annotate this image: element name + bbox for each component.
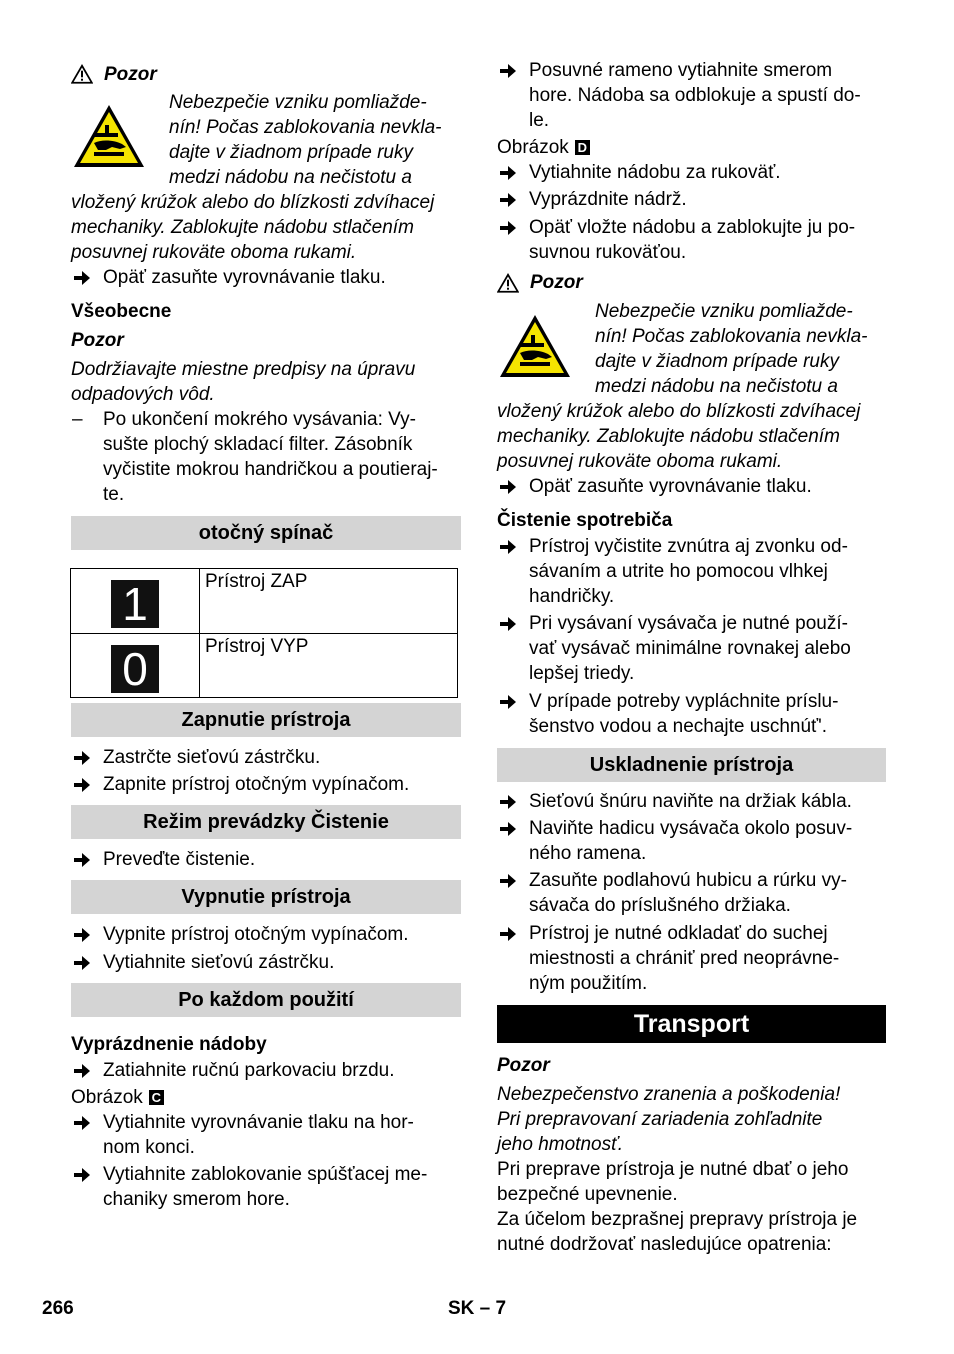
figure-letter-d: D: [575, 140, 590, 155]
note-text: Nebezpečenstvo zranenia a poškodenia!: [497, 1084, 841, 1105]
arrow-right-icon: [498, 692, 518, 712]
step-text: sávača do príslušného držiaka.: [529, 895, 791, 916]
warning-triangle-icon: [497, 273, 519, 293]
step-text: Zatiahnite ručnú parkovaciu brzdu.: [103, 1060, 395, 1081]
arrow-right-icon: [72, 268, 92, 288]
step-text: Vytiahnite vyrovnávanie tlaku na hor-: [103, 1112, 414, 1133]
warning-heading: Pozor: [530, 272, 583, 293]
warning-text-line: dajte v žiadnom prípade ruky: [595, 351, 839, 372]
step-text: hore. Nádoba sa odblokuje a spustí do-: [529, 85, 861, 106]
arrow-right-icon: [72, 925, 92, 945]
step-text: sávaním a utrite ho pomocou vlhkej: [529, 561, 828, 582]
figure-reference: Obrázok D: [497, 135, 590, 160]
step-text: Vytiahnite nádobu za rukoväť.: [529, 162, 781, 183]
arrow-right-icon: [498, 218, 518, 238]
step-text: Zastrčte sieťovú zástrčku.: [103, 747, 321, 768]
warning-text-line: vložený krúžok alebo do blízkosti zdvíhacej: [497, 401, 861, 422]
section-bar-mode: Režim prevádzky Čistenie: [71, 805, 461, 839]
warning-text-line: vložený krúžok alebo do blízkosti zdvíhacej: [71, 192, 435, 213]
section-bar-after-use: Po každom použití: [71, 983, 461, 1017]
arrow-right-icon: [498, 871, 518, 891]
figure-letter-c: C: [149, 1090, 164, 1105]
step-text: Prístroj je nutné odkladať do suchej: [529, 923, 828, 944]
arrow-right-icon: [72, 1113, 92, 1133]
note-text: Dodržiavajte miestne predpisy na úpravu: [71, 359, 416, 380]
warning-text-line: nín! Počas zablokovania nevkla-: [169, 117, 442, 138]
warning-text-line: Nebezpečie vzniku pomliažde-: [169, 92, 427, 113]
note-text: odpadových vôd.: [71, 384, 215, 405]
crush-hazard-icon: [498, 313, 572, 379]
warning-text-line: dajte v žiadnom prípade ruky: [169, 142, 413, 163]
warning-text-line: posuvnej rukoväte oboma rukami.: [497, 451, 783, 472]
step-text: nom konci.: [103, 1137, 195, 1158]
step-text: miestnosti a chrániť pred neoprávne-: [529, 948, 840, 969]
figure-reference: Obrázok C: [71, 1085, 164, 1110]
step-text: suvnou rukoväťou.: [529, 242, 687, 263]
dash-text: sušte plochý skladací filter. Zásobník: [103, 434, 413, 455]
switch-label-off: Prístroj VYP: [205, 636, 309, 657]
dash-text: vyčistite mokrou handričkou a poutieraj-: [103, 459, 438, 480]
step-text: ného ramena.: [529, 843, 647, 864]
arrow-right-icon: [498, 792, 518, 812]
step-text: Pri vysávaní vysávača je nutné použí-: [529, 613, 848, 634]
step-text: Zapnite prístroj otočným vypínačom.: [103, 774, 410, 795]
note-text: Pri prepravovaní zariadenia zohľadnite: [497, 1109, 823, 1130]
step-text: handričky.: [529, 586, 615, 607]
arrow-right-icon: [72, 850, 92, 870]
step-text: V prípade potreby vypláchnite príslu-: [529, 691, 839, 712]
arrow-right-icon: [72, 775, 92, 795]
step-text: Opäť vložte nádobu a zablokujte ju po-: [529, 217, 856, 238]
step-text: Zasuňte podlahovú hubicu a rúrku vy-: [529, 870, 847, 891]
body-text: Pri preprave prístroja je nutné dbať o jeho: [497, 1159, 849, 1180]
crush-hazard-icon: [72, 103, 146, 169]
warning-text-line: medzi nádobu na nečistotu a: [595, 376, 838, 397]
step-text: Sieťovú šnúru naviňte na držiak kábla.: [529, 791, 852, 812]
step-text: le.: [529, 110, 550, 131]
arrow-right-icon: [498, 819, 518, 839]
warning-text-line: Nebezpečie vzniku pomliažde-: [595, 301, 853, 322]
arrow-right-icon: [498, 614, 518, 634]
warning-heading: Pozor: [104, 64, 157, 85]
section-bar-switch-off: Vypnutie prístroja: [71, 880, 461, 914]
body-text: bezpečné upevnenie.: [497, 1184, 678, 1205]
section-bar-switch-on: Zapnutie prístroja: [71, 703, 461, 737]
body-text: nutné dodržovať nasledujúce opatrenia:: [497, 1234, 832, 1255]
warning-text-line: nín! Počas zablokovania nevkla-: [595, 326, 868, 347]
step-text: Opäť zasuňte vyrovnávanie tlaku.: [529, 476, 812, 497]
chapter-title-transport: Transport: [497, 1005, 886, 1043]
step-text: Preveďte čistenie.: [103, 849, 256, 870]
page-number: 266: [42, 1298, 74, 1319]
arrow-right-icon: [72, 1061, 92, 1081]
switch-label-on: Prístroj ZAP: [205, 571, 308, 592]
switch-position-0-icon: 0: [111, 645, 159, 693]
step-text: Posuvné rameno vytiahnite smerom: [529, 60, 833, 81]
note-heading: Pozor: [71, 330, 124, 351]
arrow-right-icon: [498, 163, 518, 183]
step-text: ným použitím.: [529, 973, 648, 994]
switch-position-1-icon: 1: [111, 580, 159, 628]
subheading-emptying: Vyprázdnenie nádoby: [71, 1034, 267, 1055]
subheading-cleaning: Čistenie spotrebiča: [497, 510, 673, 531]
arrow-right-icon: [498, 924, 518, 944]
warning-triangle-icon: [71, 64, 93, 84]
arrow-right-icon: [498, 537, 518, 557]
step-text: Prístroj vyčistite zvnútra aj zvonku od-: [529, 536, 848, 557]
note-text: jeho hmotnosť.: [497, 1134, 624, 1155]
arrow-right-icon: [498, 477, 518, 497]
step-text: šenstvo vodou a nechajte uschnúť'.: [529, 716, 828, 737]
body-text: Za účelom bezprašnej prepravy prístroja je: [497, 1209, 858, 1230]
switch-table: [70, 568, 458, 699]
warning-text-line: mechaniky. Zablokujte nádobu stlačením: [497, 426, 840, 447]
warning-text-line: posuvnej rukoväte oboma rukami.: [71, 242, 357, 263]
arrow-right-icon: [498, 61, 518, 81]
step-text: Vytiahnite zablokovanie spúšťacej me-: [103, 1164, 428, 1185]
dash-bullet: –: [72, 409, 83, 430]
step-text: lepšej triedy.: [529, 663, 635, 684]
dash-text: Po ukončení mokrého vysávania: Vy-: [103, 409, 416, 430]
arrow-right-icon: [72, 748, 92, 768]
arrow-right-icon: [498, 190, 518, 210]
arrow-right-icon: [72, 1165, 92, 1185]
warning-text-line: mechaniky. Zablokujte nádobu stlačením: [71, 217, 414, 238]
step-text: Opäť zasuňte vyrovnávanie tlaku.: [103, 267, 386, 288]
step-text: Vypnite prístroj otočným vypínačom.: [103, 924, 409, 945]
section-marker: SK – 7: [448, 1298, 507, 1319]
step-text: Naviňte hadicu vysávača okolo posuv-: [529, 818, 853, 839]
warning-text-line: medzi nádobu na nečistotu a: [169, 167, 412, 188]
note-heading: Pozor: [497, 1055, 550, 1076]
step-text: Vytiahnite sieťovú zástrčku.: [103, 952, 335, 973]
step-text: chaniky smerom hore.: [103, 1189, 290, 1210]
section-bar-storage: Uskladnenie prístroja: [497, 748, 886, 782]
section-bar-switch: otočný spínač: [71, 516, 461, 550]
step-text: Vyprázdnite nádrž.: [529, 189, 687, 210]
step-text: vať vysávač minimálne rovnakej alebo: [529, 638, 851, 659]
arrow-right-icon: [72, 953, 92, 973]
dash-text: te.: [103, 484, 125, 505]
subheading-general: Všeobecne: [71, 301, 172, 322]
